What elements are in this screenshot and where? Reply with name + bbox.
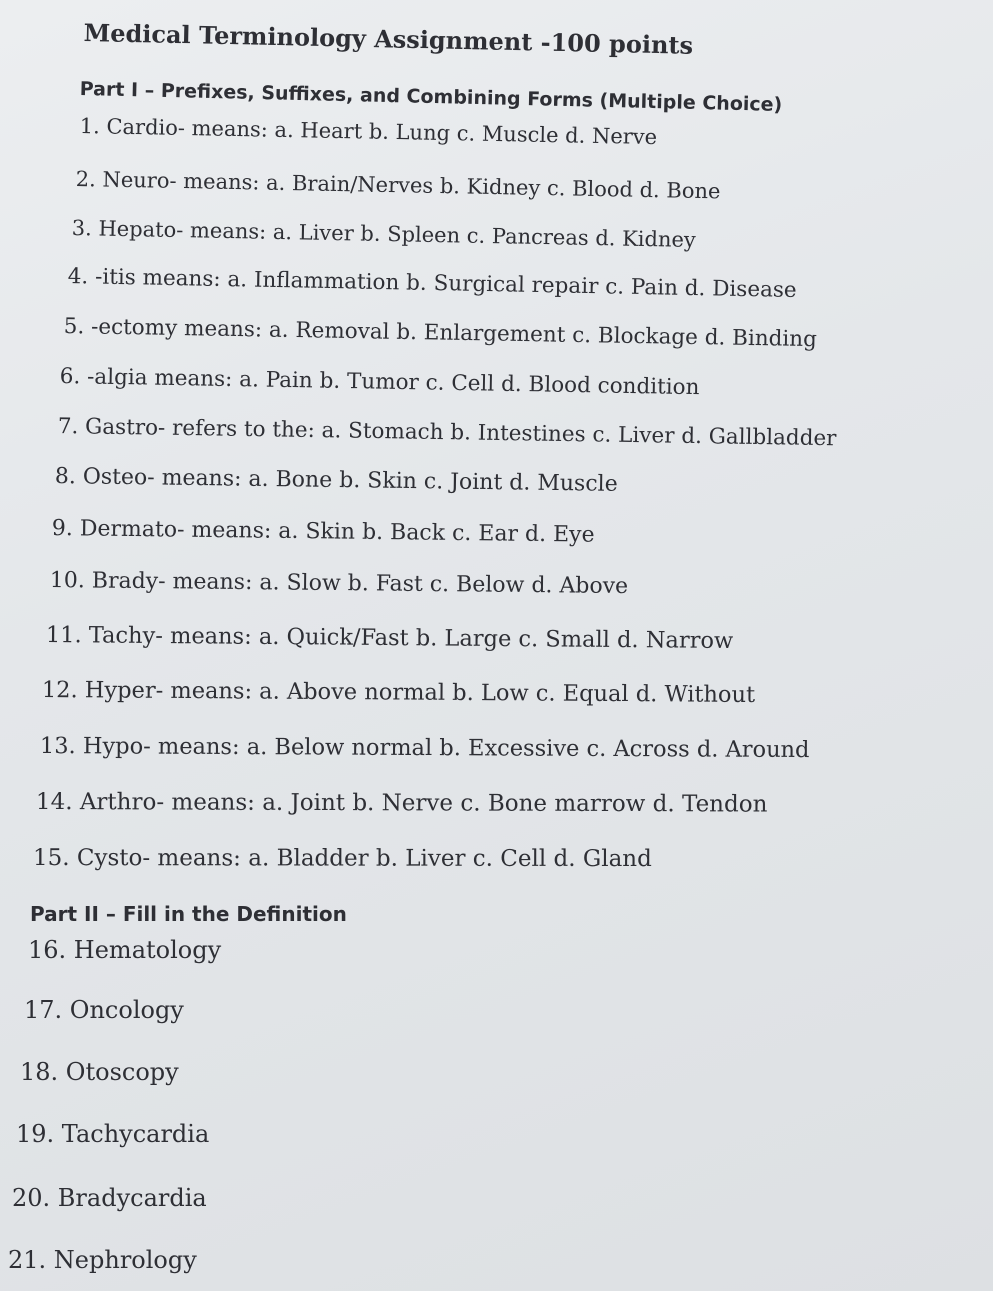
question-7: 7. Gastro- refers to the: a. Stomach b. Intestines c. Liver d. Gallbladder — [57, 414, 837, 452]
question-11: 11. Tachy- means: a. Quick/Fast b. Large c. Small d. Narrow — [45, 622, 734, 654]
fill-item-16: 16. Hematology — [28, 936, 222, 964]
question-12: 12. Hyper- means: a. Above normal b. Low c. Equal d. Without — [41, 677, 756, 708]
question-9: 9. Dermato- means: a. Skin b. Back c. Ear d. Eye — [51, 516, 595, 548]
fill-item-21: 21. Nephrology — [8, 1246, 197, 1274]
question-2: 2. Neuro- means: a. Brain/Nerves b. Kidney c. Blood d. Bone — [75, 167, 721, 204]
question-8: 8. Osteo- means: a. Bone b. Skin c. Joint d. Muscle — [54, 464, 618, 497]
part2-heading: Part II – Fill in the Definition — [30, 902, 347, 926]
fill-item-20: 20. Bradycardia — [12, 1184, 207, 1212]
question-13: 13. Hypo- means: a. Below normal b. Excessive c. Across d. Around — [39, 733, 810, 764]
question-3: 3. Hepato- means: a. Liver b. Spleen c. Pancreas d. Kidney — [71, 216, 697, 252]
page-title: Medical Terminology Assignment -100 points — [83, 18, 694, 60]
fill-item-19: 19. Tachycardia — [16, 1120, 210, 1148]
fill-item-17: 17. Oncology — [24, 996, 184, 1024]
question-10: 10. Brady- means: a. Slow b. Fast c. Below d. Above — [49, 568, 629, 600]
question-6: 6. -algia means: a. Pain b. Tumor c. Cell d. Blood condition — [59, 364, 700, 401]
question-15: 15. Cysto- means: a. Bladder b. Liver c. Cell d. Gland — [32, 845, 652, 873]
part1-heading: Part I – Prefixes, Suffixes, and Combining Forms (Multiple Choice) — [79, 78, 783, 116]
question-14: 14. Arthro- means: a. Joint b. Nerve c. Bone marrow d. Tendon — [35, 789, 768, 818]
fill-item-18: 18. Otoscopy — [20, 1058, 179, 1086]
question-4: 4. -itis means: a. Inflammation b. Surgical repair c. Pain d. Disease — [67, 264, 797, 303]
question-5: 5. -ectomy means: a. Removal b. Enlargement c. Blockage d. Binding — [63, 314, 818, 353]
question-1: 1. Cardio- means: a. Heart b. Lung c. Muscle d. Nerve — [79, 114, 658, 150]
